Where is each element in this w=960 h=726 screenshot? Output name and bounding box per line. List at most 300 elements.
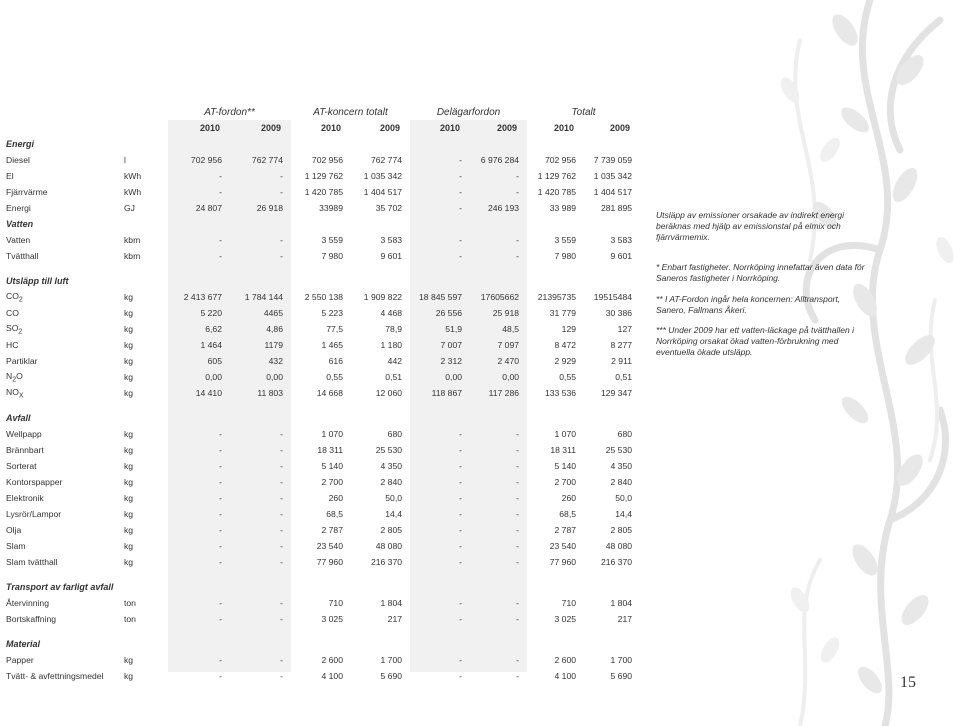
row-label-subscript: X <box>18 392 24 400</box>
table-cell: - <box>280 429 283 439</box>
table-cell: 25 918 <box>492 308 520 318</box>
table-cell: 442 <box>387 356 403 366</box>
table-cell: - <box>280 557 283 567</box>
section-header-row <box>0 136 640 152</box>
row-label <box>0 522 120 538</box>
table-row <box>0 168 640 184</box>
table-cell: - <box>219 614 222 624</box>
table-cell: 48 080 <box>375 541 403 551</box>
table-cell: 1 035 342 <box>363 171 403 181</box>
table-cell: - <box>516 171 520 181</box>
section-header-row <box>0 410 640 426</box>
table-row <box>0 385 640 401</box>
table-cell: - <box>516 461 520 471</box>
table-cell: 8 277 <box>610 340 633 350</box>
table-cell: 48 080 <box>605 541 633 551</box>
table-cell: - <box>516 477 520 487</box>
table-cell: 2 470 <box>497 356 520 366</box>
table-cell: - <box>459 655 463 665</box>
table-row <box>0 321 640 337</box>
table-cell: - <box>280 525 283 535</box>
table-cell: 0,51 <box>385 372 403 382</box>
table-cell: 1 700 <box>610 655 633 665</box>
row-unit: kg <box>124 324 134 334</box>
row-label <box>0 458 120 474</box>
section-header-row <box>0 273 640 289</box>
table-cell: 5 140 <box>554 461 577 471</box>
table-cell: 1 129 762 <box>537 171 577 181</box>
row-label-subscript: 2 <box>12 376 17 384</box>
header-year: 2010 <box>439 123 461 133</box>
table-cell: - <box>459 155 463 165</box>
table-cell: - <box>516 671 520 681</box>
table-cell: 702 956 <box>544 155 577 165</box>
table-cell: 3 583 <box>380 235 403 245</box>
table-cell: 1 804 <box>380 598 403 608</box>
row-label <box>0 289 120 305</box>
table-cell: - <box>459 509 463 519</box>
table-cell: 2 805 <box>610 525 633 535</box>
row-label <box>0 321 120 337</box>
row-label-text: Papper <box>6 655 34 665</box>
row-unit: kg <box>124 308 134 318</box>
table-cell: 3 559 <box>321 235 343 245</box>
section-title: Utsläpp till luft <box>6 276 69 286</box>
header-empty <box>0 104 168 120</box>
table-cell: 118 867 <box>431 388 463 398</box>
table-cell: 25 530 <box>605 445 633 455</box>
table-cell: 1 784 144 <box>244 292 283 302</box>
row-label <box>0 232 120 248</box>
row-label-text: N <box>6 370 13 381</box>
table-cell: 2 312 <box>440 356 463 366</box>
table-cell: 1179 <box>264 340 283 350</box>
row-unit: kg <box>124 477 134 487</box>
spacer-cell <box>0 627 640 636</box>
table-cell: 5 220 <box>200 308 222 318</box>
table-cell: - <box>219 557 222 567</box>
table-cell: 4,86 <box>266 324 283 334</box>
table-cell: 2 600 <box>554 655 577 665</box>
table-cell: 48,5 <box>502 324 520 334</box>
table-cell: - <box>219 477 222 487</box>
table-cell: - <box>516 598 520 608</box>
table-cell: 33989 <box>319 203 343 213</box>
table-cell: - <box>280 509 283 519</box>
row-label <box>0 305 120 321</box>
row-label <box>0 168 120 184</box>
row-unit: ton <box>124 614 136 624</box>
table-cell: 1 420 785 <box>304 187 343 197</box>
table-cell: 2 911 <box>611 356 633 366</box>
table-cell: - <box>219 445 222 455</box>
table-cell: 4 350 <box>380 461 403 471</box>
table-cell: - <box>219 493 222 503</box>
row-label-text: Kontorspapper <box>6 477 63 487</box>
table-cell: 2 805 <box>380 525 403 535</box>
header-year: 2010 <box>320 123 341 133</box>
table-row <box>0 611 640 627</box>
section-header-row <box>0 579 640 595</box>
table-cell: - <box>516 251 520 261</box>
table-cell: - <box>280 493 283 503</box>
table-cell: 14 410 <box>195 388 222 398</box>
table-cell: - <box>280 655 283 665</box>
table-cell: - <box>459 541 463 551</box>
table-cell: 0,00 <box>266 372 283 382</box>
row-unit: kg <box>124 525 134 535</box>
table-cell: 2 700 <box>554 477 577 487</box>
row-unit: ton <box>124 598 136 608</box>
row-label <box>0 442 120 458</box>
table-cell: - <box>516 655 520 665</box>
table-row <box>0 184 640 200</box>
row-label-text: El <box>6 171 14 181</box>
table-cell: 1 464 <box>200 340 222 350</box>
section-title: Material <box>6 639 41 649</box>
footnote-1: * Enbart fastigheter. Norrköping innefattar även data för Saneros fastigheter i Norrköping. <box>656 262 865 283</box>
table-cell: 702 956 <box>190 155 222 165</box>
table-row <box>0 554 640 570</box>
table-cell: 50,0 <box>615 493 633 503</box>
row-unit: l <box>124 155 126 165</box>
row-label-text: Slam tvätthall <box>6 557 58 567</box>
header-year: 2009 <box>609 123 631 133</box>
row-label-text: Tvätthall <box>6 251 39 261</box>
row-unit: kg <box>124 461 134 471</box>
row-label-text: Lysrör/Lampor <box>6 509 62 519</box>
table-cell: 8 472 <box>554 340 577 350</box>
header-year: 2009 <box>260 123 281 133</box>
table-row <box>0 668 640 684</box>
table-cell: 17605662 <box>480 292 520 302</box>
table-cell: - <box>459 598 463 608</box>
table-cell: 4 100 <box>321 671 343 681</box>
table-cell: 77 960 <box>549 557 577 567</box>
row-label <box>0 385 120 401</box>
row-label <box>0 152 120 168</box>
table-cell: - <box>280 477 283 487</box>
table-cell: 6,62 <box>205 324 222 334</box>
spacer-cell <box>0 570 640 579</box>
section-header-row <box>0 636 640 652</box>
table-cell: 50,0 <box>385 493 403 503</box>
table-cell: 14,4 <box>385 509 403 519</box>
table-cell: 5 140 <box>321 461 343 471</box>
table-row <box>0 442 640 458</box>
table-cell: 710 <box>328 598 343 608</box>
section-spacer <box>0 570 640 579</box>
row-label <box>0 506 120 522</box>
table-cell: 2 787 <box>554 525 577 535</box>
table-cell: 35 702 <box>375 203 403 213</box>
table-cell: 68,5 <box>559 509 577 519</box>
table-cell: 1 129 762 <box>304 171 343 181</box>
table-cell: - <box>516 525 520 535</box>
table-cell: - <box>516 445 520 455</box>
decorative-vine-illustration <box>640 0 960 726</box>
table-cell: - <box>219 541 222 551</box>
header-group: AT-fordon** <box>204 106 255 118</box>
table-cell: - <box>459 614 463 624</box>
table-cell: - <box>280 598 283 608</box>
table-cell: 0,51 <box>615 372 633 382</box>
table-cell: 0,55 <box>326 372 343 382</box>
table-cell: 77,5 <box>326 324 343 334</box>
row-unit: GJ <box>124 203 135 213</box>
table-row <box>0 522 640 538</box>
row-label-text: Elektronik <box>6 493 44 503</box>
row-label-text: Wellpapp <box>6 429 42 439</box>
row-unit: kWh <box>124 171 142 181</box>
table-cell: 68,5 <box>326 509 343 519</box>
header-group: Delägarfordon <box>436 106 501 118</box>
table-cell: 14,4 <box>615 509 633 519</box>
table-cell: - <box>459 493 463 503</box>
table-cell: 1 909 822 <box>363 292 403 302</box>
table-cell: 710 <box>561 598 577 608</box>
table-cell: - <box>280 445 283 455</box>
table-cell: 9 601 <box>380 251 403 261</box>
header-year: 2009 <box>496 123 518 133</box>
table-cell: 18 311 <box>550 445 577 455</box>
row-unit: kg <box>124 340 134 350</box>
table-cell: 33 989 <box>549 203 577 213</box>
table-cell: 0,00 <box>205 372 222 382</box>
row-label-text: Sorterat <box>6 461 37 471</box>
table-cell: 0,00 <box>502 372 520 382</box>
table-cell: - <box>459 477 463 487</box>
table-cell: 616 <box>328 356 343 366</box>
table-cell: 25 530 <box>375 445 403 455</box>
row-label <box>0 337 120 353</box>
table-cell: 23 540 <box>549 541 577 551</box>
row-label-text: Slam <box>6 541 26 551</box>
row-label-text: Vatten <box>6 235 31 245</box>
table-row <box>0 595 640 611</box>
row-label-text: Diesel <box>6 155 30 165</box>
spacer-cell <box>0 401 640 410</box>
table-cell: - <box>219 509 222 519</box>
header-group: Totalt <box>571 106 596 118</box>
row-label <box>0 426 120 442</box>
table-cell: - <box>280 461 283 471</box>
table-cell: 1 804 <box>610 598 633 608</box>
table-cell: 1 035 342 <box>593 171 633 181</box>
environmental-data-table <box>0 104 640 684</box>
table-cell: - <box>219 235 222 245</box>
table-cell: 30 386 <box>605 308 633 318</box>
table-cell: - <box>516 557 520 567</box>
table-row <box>0 474 640 490</box>
table-cell: 7 739 059 <box>593 155 633 165</box>
table-cell: 680 <box>617 429 633 439</box>
table-cell: 18 311 <box>317 445 343 455</box>
table-row <box>0 289 640 305</box>
row-label-text: Återvinning <box>6 598 49 608</box>
table-cell: - <box>219 461 222 471</box>
page-number: 15 <box>900 674 916 691</box>
row-unit: kg <box>124 372 134 382</box>
header-year: 2010 <box>199 123 220 133</box>
table-cell: 133 536 <box>544 388 577 398</box>
table-cell: 5 690 <box>610 671 633 681</box>
table-cell: 680 <box>387 429 403 439</box>
table-cell: - <box>459 671 463 681</box>
section-title: Energi <box>6 139 35 149</box>
section-title: Transport av farligt avfall <box>6 582 114 592</box>
table-cell: 1 700 <box>380 655 403 665</box>
table-cell: 1 180 <box>380 340 403 350</box>
row-unit: kg <box>124 671 134 681</box>
table-cell: - <box>516 493 520 503</box>
row-label <box>0 474 120 490</box>
table-cell: 1 070 <box>321 429 343 439</box>
table-cell: 605 <box>207 356 222 366</box>
row-label-text: SO <box>6 322 19 333</box>
table-cell: - <box>280 614 283 624</box>
row-unit: kg <box>124 445 134 455</box>
table-cell: - <box>280 235 283 245</box>
table-cell: - <box>459 235 463 245</box>
row-label-text: Olja <box>6 525 22 535</box>
header-year: 2010 <box>553 123 575 133</box>
table-row <box>0 426 640 442</box>
table-cell: 2 550 138 <box>304 292 343 302</box>
row-label-text: Partiklar <box>6 356 38 366</box>
table-cell: 0,00 <box>445 372 463 382</box>
row-unit: kg <box>124 356 134 366</box>
table-cell: 217 <box>617 614 633 624</box>
table-cell: 1 420 785 <box>537 187 577 197</box>
table-row <box>0 305 640 321</box>
section-spacer <box>0 627 640 636</box>
table-cell: 6 976 284 <box>480 155 520 165</box>
row-label <box>0 248 120 264</box>
row-label-text: Tvätt- & avfettningsmedel <box>6 671 104 681</box>
table-cell: - <box>219 429 222 439</box>
header-group: AT-koncern totalt <box>313 106 388 118</box>
footnote-3: *** Under 2009 har ett vatten-läckage på tvätthallen i Norrköping orsakat ökad vatten-förbrukning med eventuella ökade utsläpp. <box>656 325 854 357</box>
table-cell: 1 404 517 <box>593 187 633 197</box>
table-cell: 127 <box>617 324 633 334</box>
table-cell: 9 601 <box>610 251 633 261</box>
row-label <box>0 595 120 611</box>
row-unit: kg <box>124 429 134 439</box>
row-unit: kg <box>124 292 134 302</box>
table-cell: - <box>280 187 283 197</box>
table-row <box>0 490 640 506</box>
row-unit: kbm <box>124 235 141 245</box>
table-cell: - <box>219 171 222 181</box>
row-label-text: Bortskaffning <box>6 614 57 624</box>
table-cell: 7 007 <box>440 340 463 350</box>
table-cell: 26 556 <box>435 308 463 318</box>
table-cell: 4 468 <box>380 308 403 318</box>
table-cell: 260 <box>328 493 343 503</box>
table-cell: - <box>280 671 283 681</box>
table-cell: - <box>280 171 283 181</box>
table-row <box>0 200 640 216</box>
header-groups-row <box>0 104 640 120</box>
table-cell: - <box>459 187 463 197</box>
table-cell: - <box>516 429 520 439</box>
row-label <box>0 200 120 216</box>
table-cell: 23 540 <box>316 541 343 551</box>
table-cell: - <box>459 461 463 471</box>
table-cell: 4 100 <box>554 671 577 681</box>
table-cell: 216 370 <box>370 557 403 567</box>
section-title: Avfall <box>6 413 31 423</box>
table-cell: 78,9 <box>385 324 403 334</box>
table-cell: 3 025 <box>321 614 343 624</box>
table-cell: 432 <box>268 356 283 366</box>
table-row <box>0 337 640 353</box>
header-years-row <box>0 120 640 136</box>
table-row <box>0 369 640 385</box>
table-cell: - <box>459 203 463 213</box>
row-unit: kg <box>124 388 134 398</box>
table-cell: 1 070 <box>554 429 577 439</box>
row-unit: kg <box>124 509 134 519</box>
table-cell: 762 774 <box>251 155 283 165</box>
table-row <box>0 232 640 248</box>
row-label-text: Fjärrvärme <box>6 187 48 197</box>
table-cell: 281 895 <box>600 203 633 213</box>
table-cell: - <box>280 541 283 551</box>
table-cell: 246 193 <box>487 203 520 213</box>
table-cell: 24 807 <box>195 203 222 213</box>
table-cell: 5 223 <box>321 308 343 318</box>
row-label <box>0 668 120 684</box>
row-unit: kg <box>124 557 134 567</box>
table-cell: 3 025 <box>554 614 577 624</box>
table-cell: - <box>459 429 463 439</box>
table-cell: 3 583 <box>610 235 633 245</box>
section-header-row <box>0 216 640 232</box>
table-cell: 14 668 <box>316 388 343 398</box>
table-cell: - <box>219 525 222 535</box>
table-cell: 51,9 <box>445 324 463 334</box>
table-cell: 77 960 <box>316 557 343 567</box>
table-cell: - <box>516 187 520 197</box>
row-label <box>0 538 120 554</box>
table-cell: 216 370 <box>600 557 633 567</box>
table-cell: 4465 <box>263 308 283 318</box>
row-label <box>0 353 120 369</box>
row-label <box>0 184 120 200</box>
row-label <box>0 369 120 385</box>
table-cell: 0,55 <box>559 372 577 382</box>
table-cell: - <box>219 187 222 197</box>
row-label-text: Brännbart <box>6 445 44 455</box>
spacer-cell <box>0 264 640 273</box>
header-year: 2009 <box>379 123 401 133</box>
row-label-text: CO <box>6 290 19 301</box>
table-cell: - <box>459 251 463 261</box>
row-label-text: NO <box>6 386 19 397</box>
row-label-subscript: 2 <box>18 296 23 304</box>
table-cell: - <box>459 525 463 535</box>
table-cell: 702 956 <box>311 155 343 165</box>
table-row <box>0 248 640 264</box>
table-cell: 5 690 <box>380 671 403 681</box>
table-cell: 3 559 <box>554 235 577 245</box>
row-unit: kg <box>124 493 134 503</box>
row-label-text: CO <box>6 308 19 318</box>
table-cell: - <box>516 541 520 551</box>
table-cell: - <box>459 171 463 181</box>
